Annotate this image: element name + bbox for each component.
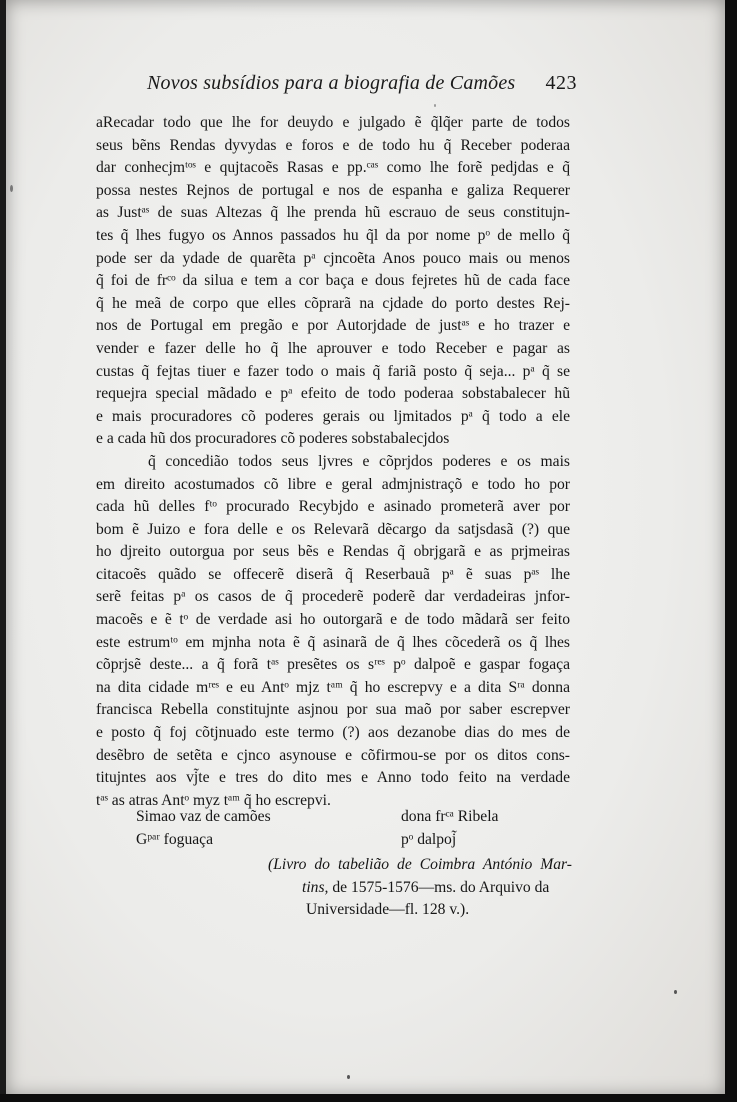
body-line: e mais procuradores cõ poderes gerais ou ljmitados pᵃ q̃ todo a ele [96,407,570,425]
citation-line-rest: de 1575-1576—ms. do Arquivo da [328,878,550,896]
signature-block [96,808,570,854]
body-line: titujntes aos vj̃te e tres do dito mes e Anno todo feito na verdade [96,769,570,787]
body-line: seus bẽns Rendas dyvydas e foros e de todo hu q̃ Receber poderaa [96,136,570,154]
signature-row [96,808,570,831]
body-line: ho djreito outorgua por seus bẽs e Rendas q̃ obrjgarã e as prjmeiras [96,543,570,561]
body-line: q̃ he meã de corpo que elles cõprarã na cjdade do porto destes Rej- [96,294,570,312]
body-line: citacoẽs quãdo se offecerẽ diserã q̃ Reserbauã pᵃ ẽ suas pᵃˢ lhe [96,565,570,583]
scan-edge-right [725,0,737,1102]
speck-mark [674,990,677,994]
body-line: pode ser da ydade de quarẽta pᵃ cjncoẽta Anos pouco mais ou menos [96,249,570,267]
body-line: em direito acostumados cõ libre e geral admjnistraçõ e todo ho por [96,475,570,493]
body-line: e a cada hũ dos procuradores cõ poderes sobstabalecjdos [96,430,450,448]
body-line: este estrumᵗᵒ em mjnha nota ẽ q̃ asinarã de q̃ lhes cõcederã os q̃ lhes [96,633,570,651]
page-number: 423 [545,72,577,94]
body-line: desẽbro de setẽta e cjnco asynouse e cõfirmou-se por os ditos cons- [96,746,570,764]
citation-author-italic: tins, [302,878,329,896]
speck-mark [347,1075,350,1079]
body-line: tes q̃ lhes fugyo os Annos passados hu q̃l da por nome pᵒ de mello q̃ [96,226,570,244]
body-line: q̃ foi de frᶜᵒ da silua e tem a cor baça e dous fejretes hũ de cada face [96,272,570,290]
body-line: dar conhecjmᵗᵒˢ e qujtacoẽs Rasas e pp.ᶜᵃˢ como lhe forẽ pedjdas e q̃ [96,159,570,177]
signature-simao-vaz: Simao vaz de camões [136,808,271,825]
body-line: tᵃˢ as atras Antᵒ myz tᵃᵐ q̃ ho escrepvi. [96,791,331,809]
page-header [147,70,577,100]
body-line: as Justᵃˢ de suas Altezas q̃ lhe prenda hũ escrauo de seus constitujn- [96,204,570,222]
body-line: bom ẽ Juizo e fora delle e os Relevarã dẽcargo da satjsdasã (?) que [96,520,570,538]
body-line: cõprjsẽ deste... a q̃ forã tᵃˢ presẽtes os sʳᵉˢ pᵒ dalpoẽ e gaspar fogaça [96,656,570,674]
speck-mark [434,104,436,107]
signature-dona-francisca: dona frᶜᵃ Ribela [401,808,499,825]
body-line: cada hũ delles fᵗᵒ procurado Recybjdo e asinado prometerã aver por [96,498,570,516]
scan-edge-bottom [0,1094,737,1102]
signature-gaspar-fogaca: Gᵖᵃʳ foguaça [136,831,214,848]
citation-line: (Livro do tabelião de Coimbra António Mar- [268,856,572,873]
signature-pero-dalpoem: pᵒ dalpoj̃ [401,831,457,848]
running-title: Novos subsídios para a biografia de Camões [147,72,516,94]
body-line: na dita cidade mʳᵉˢ e eu Antᵒ mjz tᵃᵐ q̃ ho escrepvy e a dita Sʳᵃ donna [96,678,570,696]
body-line: vender e fazer delle ho q̃ lhe aprouver e todo Receber e pagar as [96,339,570,357]
body-line: serẽ feitas pᵃ os casos de q̃ procederẽ poderẽ dar verdadeiras jnfor- [96,588,570,606]
document-body [96,112,570,812]
body-line: possa nestes Rejnos de portugal e nos de espanha e galiza Requerer [96,181,570,199]
signature-row [96,831,570,854]
source-citation [268,854,572,922]
body-line: nos de Portugal em pregão e por Autorjdade de justᵃˢ e ho trazer e [96,317,570,335]
body-line: macoẽs e ẽ tᵒ de verdade asi ho outorgarã e de todo mãdarã ser feito [96,611,570,629]
body-line: e posto q̃ foj cõtjnuado este termo (?) aos dezanobe dias do mes de [96,724,570,742]
body-line: custas q̃ fejtas tiuer e fazer todo o mais q̃ fariã posto q̃ seja... pᵃ q̃ se [96,362,570,380]
citation-line: Universidade—fl. 128 v.). [306,901,470,919]
body-line: requejra special mãdado e pᵃ efeito de todo poderaa sobstabalecer hũ [96,385,570,403]
body-line: aRecadar todo que lhe for deuydo e julgado ẽ q̃lq̃er parte de todos [96,114,570,131]
body-line: q̃ concedião todos seus ljvres e cõprjdos poderes e os mais [148,452,570,470]
speck-mark [10,185,13,192]
body-line: francisca Rebella constitujnte asjnou por sua maõ por saber escrepver [96,701,570,719]
citation-line [268,877,572,900]
